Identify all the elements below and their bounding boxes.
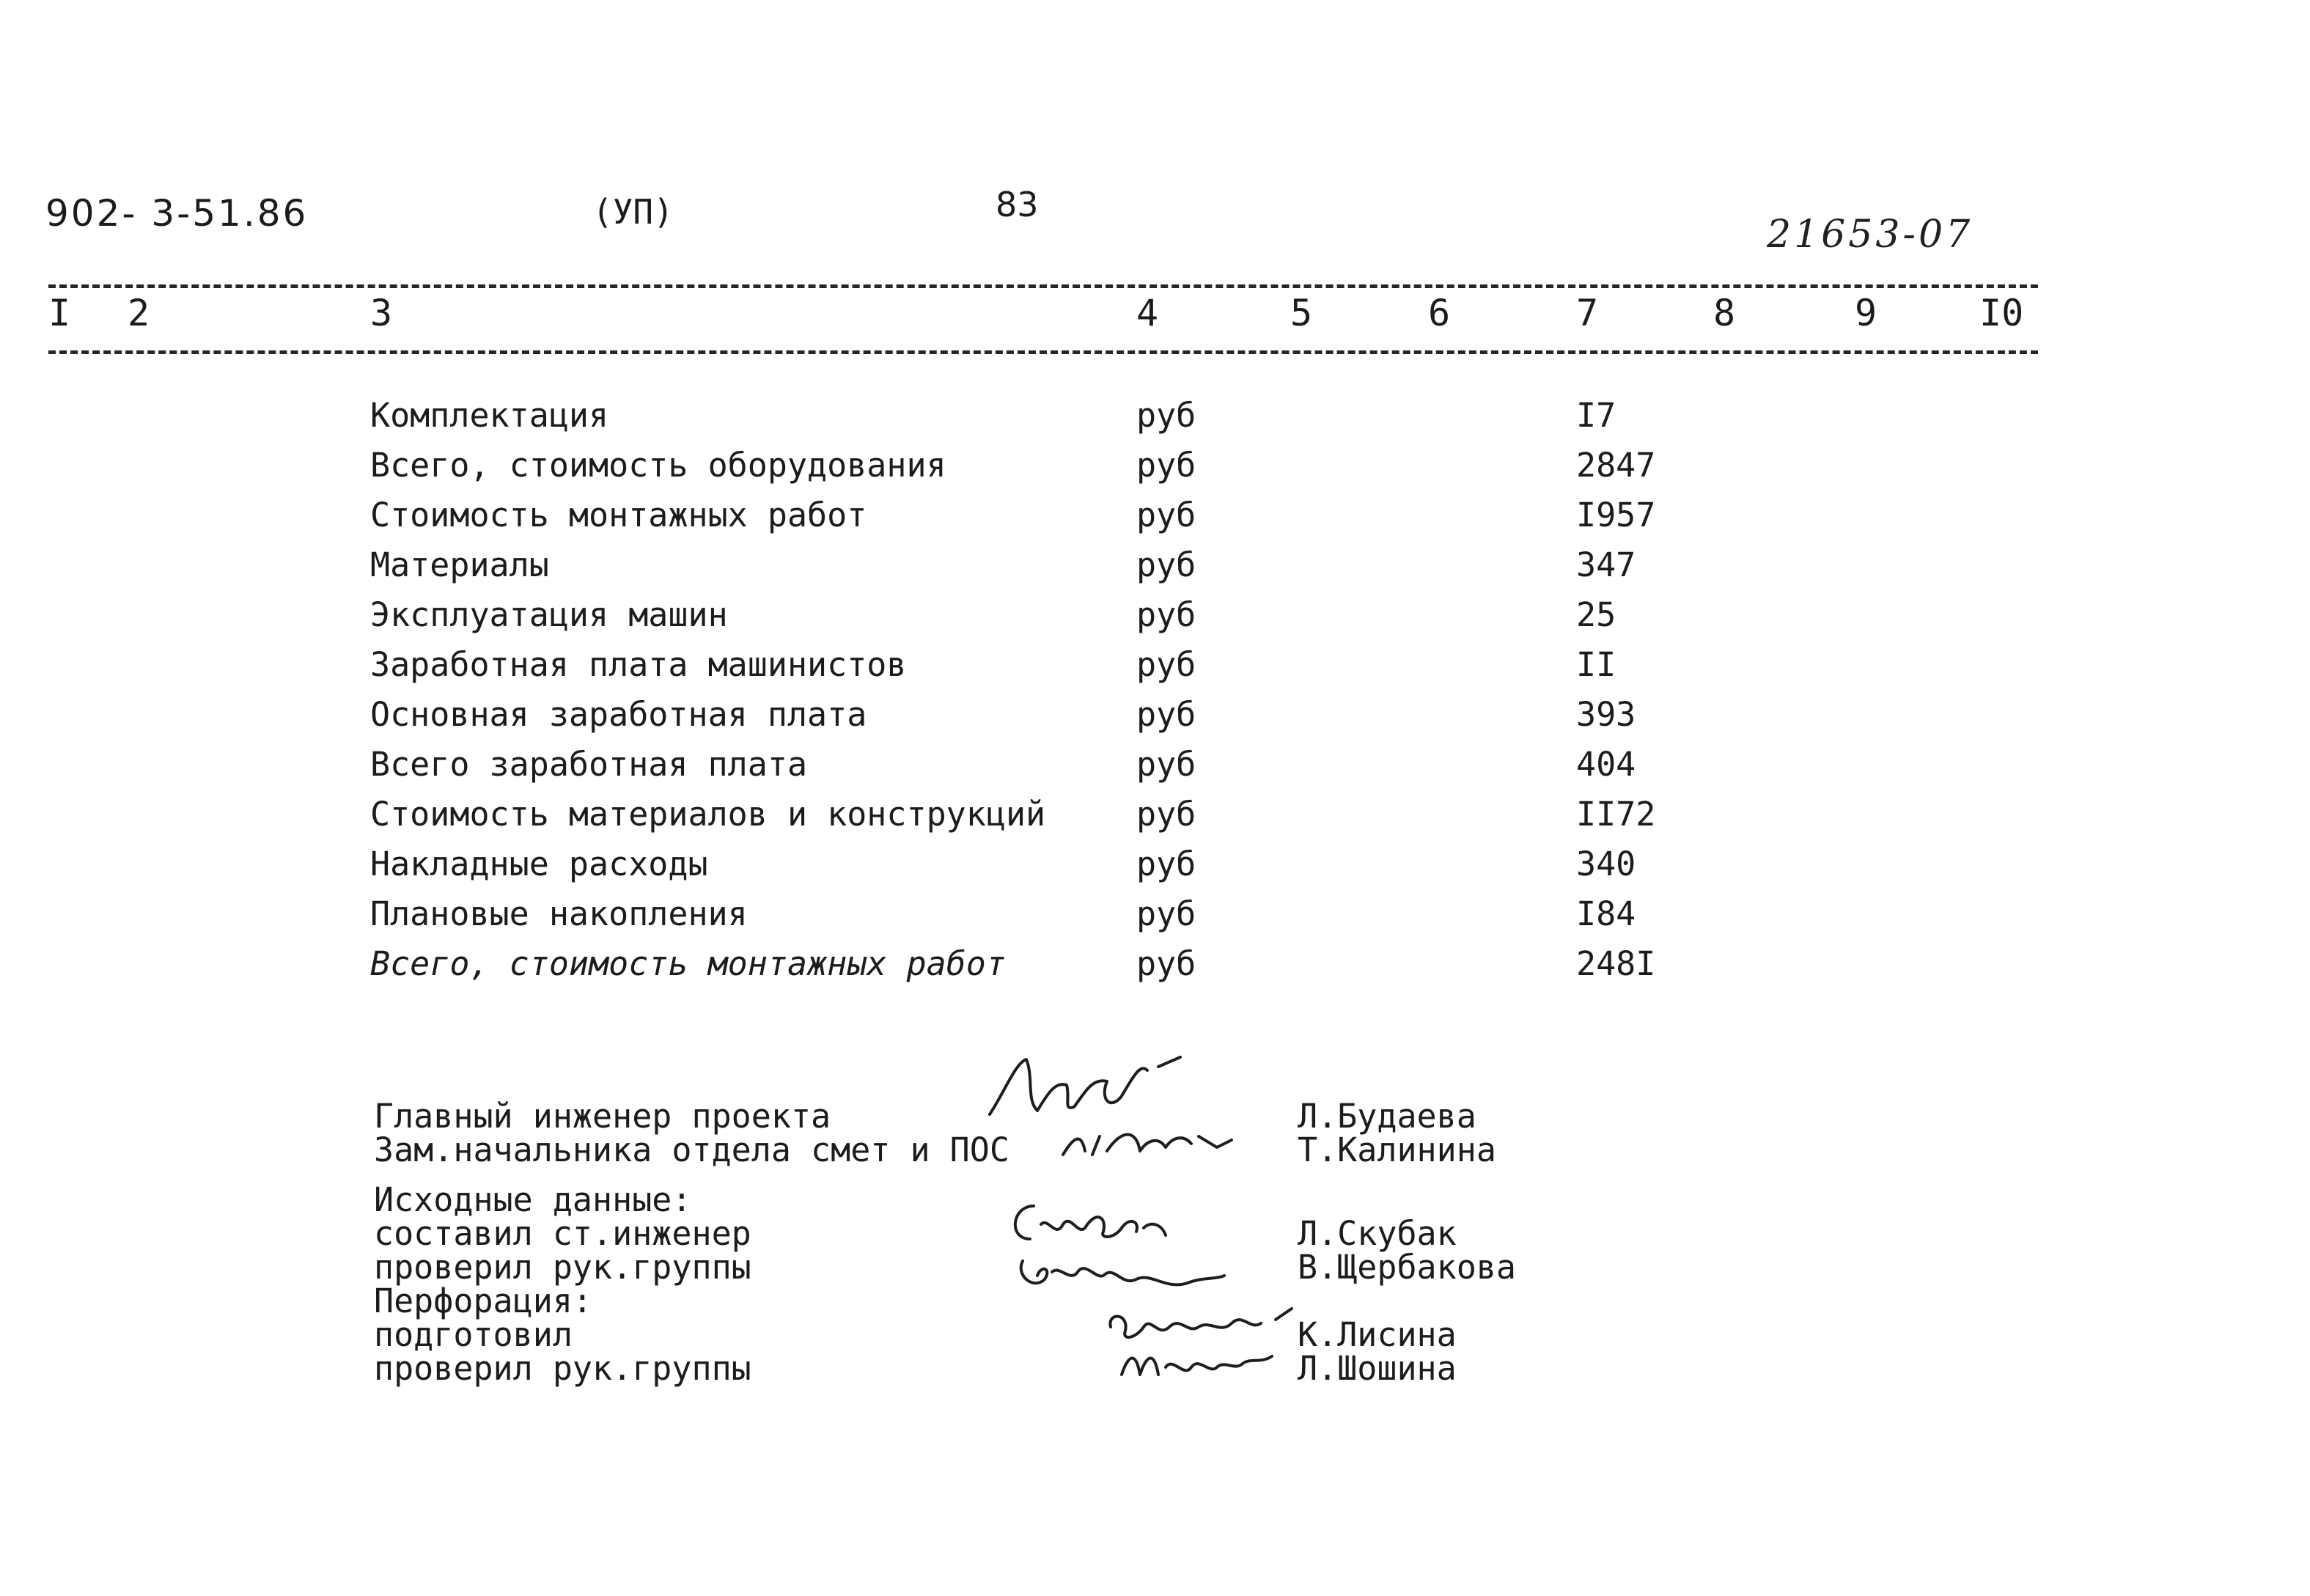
checked2-name: Л.Шошина [1298,1349,1457,1388]
row-name: Основная заработная плата [370,695,867,734]
row-value: 404 [1576,745,1636,784]
table-row [0,695,2310,745]
table-row [0,396,2310,446]
chief-engineer-name: Л.Будаева [1298,1097,1476,1136]
table-row [0,845,2310,894]
table-row [0,944,2310,994]
row-value: 393 [1576,695,1636,734]
deputy-name: Т.Калинина [1298,1130,1496,1169]
column-number-7: 7 [1576,292,1599,334]
row-name: Заработная плата машинистов [370,645,907,684]
column-number-5: 5 [1290,292,1313,334]
row-name: Стоимость материалов и конструкций [370,795,1046,834]
column-number-9: 9 [1855,292,1877,334]
perforation-label: Перфорация: [374,1281,593,1320]
table-row [0,795,2310,845]
table-row [0,545,2310,595]
prepared-label: подготовил [374,1315,573,1354]
row-unit: руб [1136,396,1196,435]
document-mark: (УП) [592,192,674,232]
row-name: Всего, стоимость монтажных работ [370,944,1006,983]
column-number-4: 4 [1136,292,1159,334]
checked-signature [1012,1246,1232,1305]
chief-engineer-signature [982,1048,1195,1129]
row-unit: руб [1136,446,1196,485]
table-row [0,645,2310,695]
row-value: 347 [1576,545,1636,584]
row-value: I7 [1576,396,1616,435]
header-top-rule [48,284,2038,288]
row-value: I84 [1576,894,1636,933]
chief-engineer-label: Главный инженер проекта [374,1097,831,1136]
column-number-10: I0 [1979,292,2024,334]
row-unit: руб [1136,944,1196,983]
row-unit: руб [1136,894,1196,933]
row-value: II72 [1576,795,1656,834]
row-value: II [1576,645,1616,684]
page-number: 83 [996,185,1039,224]
column-number-1: I [48,292,71,334]
row-name: Стоимость монтажных работ [370,496,867,534]
checked2-signature [1114,1342,1283,1386]
row-unit: руб [1136,695,1196,734]
row-name: Плановые накопления [370,894,748,933]
column-number-2: 2 [128,292,150,334]
table-row [0,496,2310,545]
row-name: Материалы [370,545,549,584]
row-unit: руб [1136,545,1196,584]
row-name: Накладные расходы [370,845,708,883]
row-unit: руб [1136,496,1196,534]
row-name: Всего заработная плата [370,745,808,784]
row-unit: руб [1136,745,1196,784]
row-value: 25 [1576,595,1616,634]
row-unit: руб [1136,845,1196,883]
column-number-3: 3 [370,292,393,334]
column-number-6: 6 [1428,292,1451,334]
row-unit: руб [1136,645,1196,684]
table-row [0,595,2310,645]
row-name: Комплектация [370,396,609,435]
row-name: Всего, стоимость оборудования [370,446,946,485]
checked-label: проверил рук.группы [374,1248,751,1287]
compiled-label: составил ст.инженер [374,1214,751,1253]
table-row [0,446,2310,496]
handwritten-number: 21653-07 [1767,213,1974,257]
checked-name: В.Щербакова [1298,1248,1517,1287]
compiled-signature [1004,1195,1180,1254]
row-name: Эксплуатация машин [370,595,728,634]
row-value: 2847 [1576,446,1656,485]
row-value: 248I [1576,944,1656,983]
document-code: 902- 3-51.86 [45,192,309,235]
table-row [0,894,2310,944]
column-number-8: 8 [1713,292,1736,334]
deputy-signature [1056,1122,1239,1166]
source-data-label: Исходные данные: [374,1180,692,1219]
compiled-name: Л.Скубак [1298,1214,1457,1253]
deputy-label: Зам.начальника отдела смет и ПОС [374,1130,1009,1169]
row-unit: руб [1136,795,1196,834]
table-row [0,745,2310,795]
checked2-label: проверил рук.группы [374,1349,751,1388]
row-unit: руб [1136,595,1196,634]
header-bottom-rule [48,350,2038,354]
prepared-name: К.Лисина [1298,1315,1457,1354]
row-value: 340 [1576,845,1636,883]
row-value: I957 [1576,496,1656,534]
